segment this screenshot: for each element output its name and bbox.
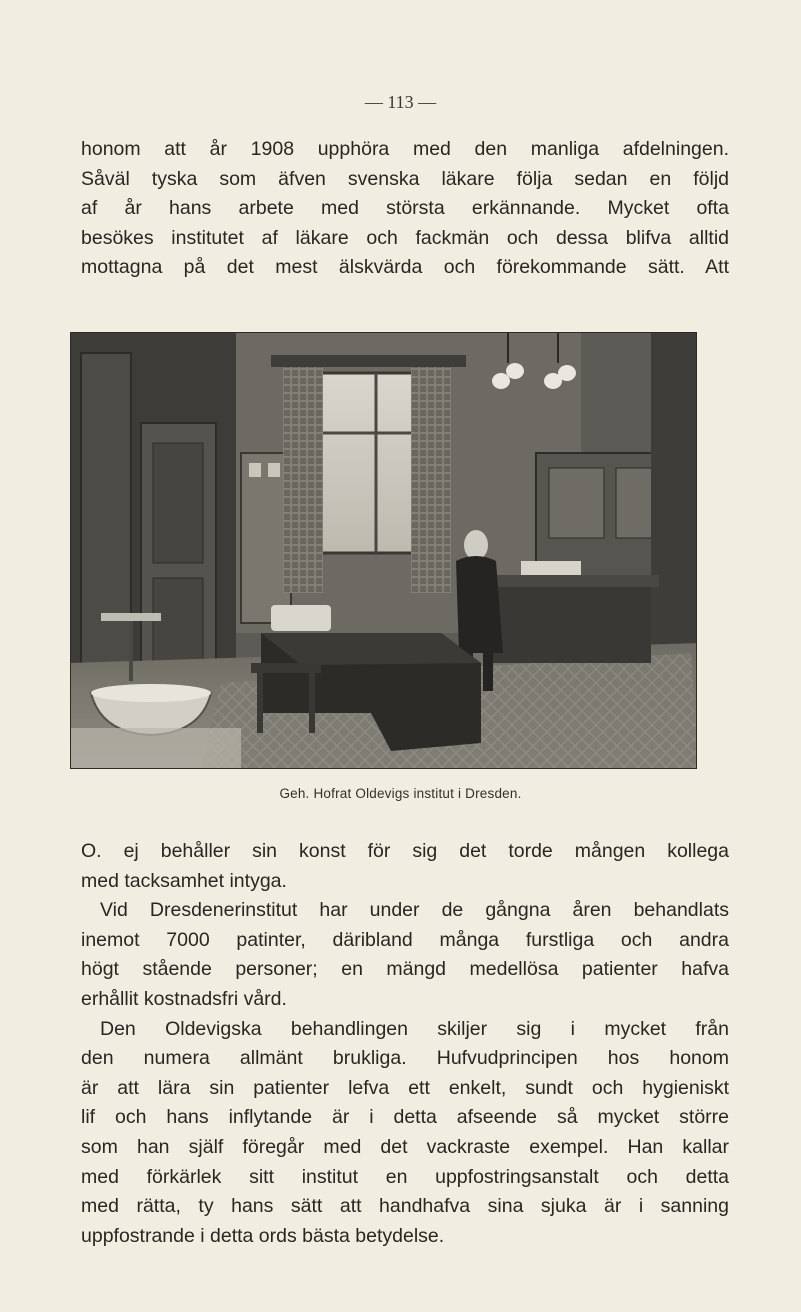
text-line: är att lära sin patienter lefva ett enkelt, sundt och hygieniskt <box>81 1076 729 1099</box>
top-paragraph <box>81 135 729 283</box>
paragraph <box>81 837 729 896</box>
text-line: uppfostrande i detta ords bästa betydelse. <box>81 1224 445 1247</box>
text-line: O. ej behåller sin konst för sig det torde mången kollega <box>81 840 729 862</box>
text-line: lif och hans inflytande är i detta afseende så mycket större <box>81 1106 729 1129</box>
text-line: erhållit kostnadsfri vård. <box>81 987 287 1010</box>
text-line: Såväl tyska som äfven svenska läkare följa sedan en följd <box>81 167 729 190</box>
text-line: med tacksamhet intyga. <box>81 869 287 892</box>
page-number: — 113 — <box>364 92 437 112</box>
text-line: af år hans arbete med största erkännande. Mycket ofta <box>81 197 729 220</box>
room-illustration <box>71 333 697 769</box>
text-line: högt stående personer; en mängd medellösa patienter hafva <box>81 958 729 981</box>
text-line: Vid Dresdenerinstitut har under de gångna åren behandlats <box>100 899 729 922</box>
text-line: besökes institutet af läkare och fackmän och dessa blifva alltid <box>81 226 729 249</box>
interior-photograph <box>70 332 697 769</box>
text-line: inemot 7000 patinter, däribland många furstliga och andra <box>81 928 729 951</box>
text-line: Den Oldevigska behandlingen skiljer sig i mycket från <box>100 1017 729 1040</box>
bottom-text <box>81 837 729 1251</box>
text-line: med rätta, ty hans sätt att handhafva sina sjuka är i sanning <box>81 1195 729 1218</box>
text-line: som han själf föregår med det vackraste exempel. Han kallar <box>81 1135 729 1158</box>
paragraph <box>81 1015 729 1252</box>
text-line: med förkärlek sitt institut en uppfostringsanstalt och detta <box>81 1165 729 1188</box>
text-line: mottagna på det mest älskvärda och förekommande sätt. Att <box>81 256 729 279</box>
photo-caption: Geh. Hofrat Oldevigs institut i Dresden. <box>279 786 522 801</box>
text-line: den numera allmänt brukliga. Hufvudprincipen hos honom <box>81 1047 729 1070</box>
text-line: honom att år 1908 upphöra med den manliga afdelningen. <box>81 138 729 160</box>
paragraph <box>81 896 729 1014</box>
